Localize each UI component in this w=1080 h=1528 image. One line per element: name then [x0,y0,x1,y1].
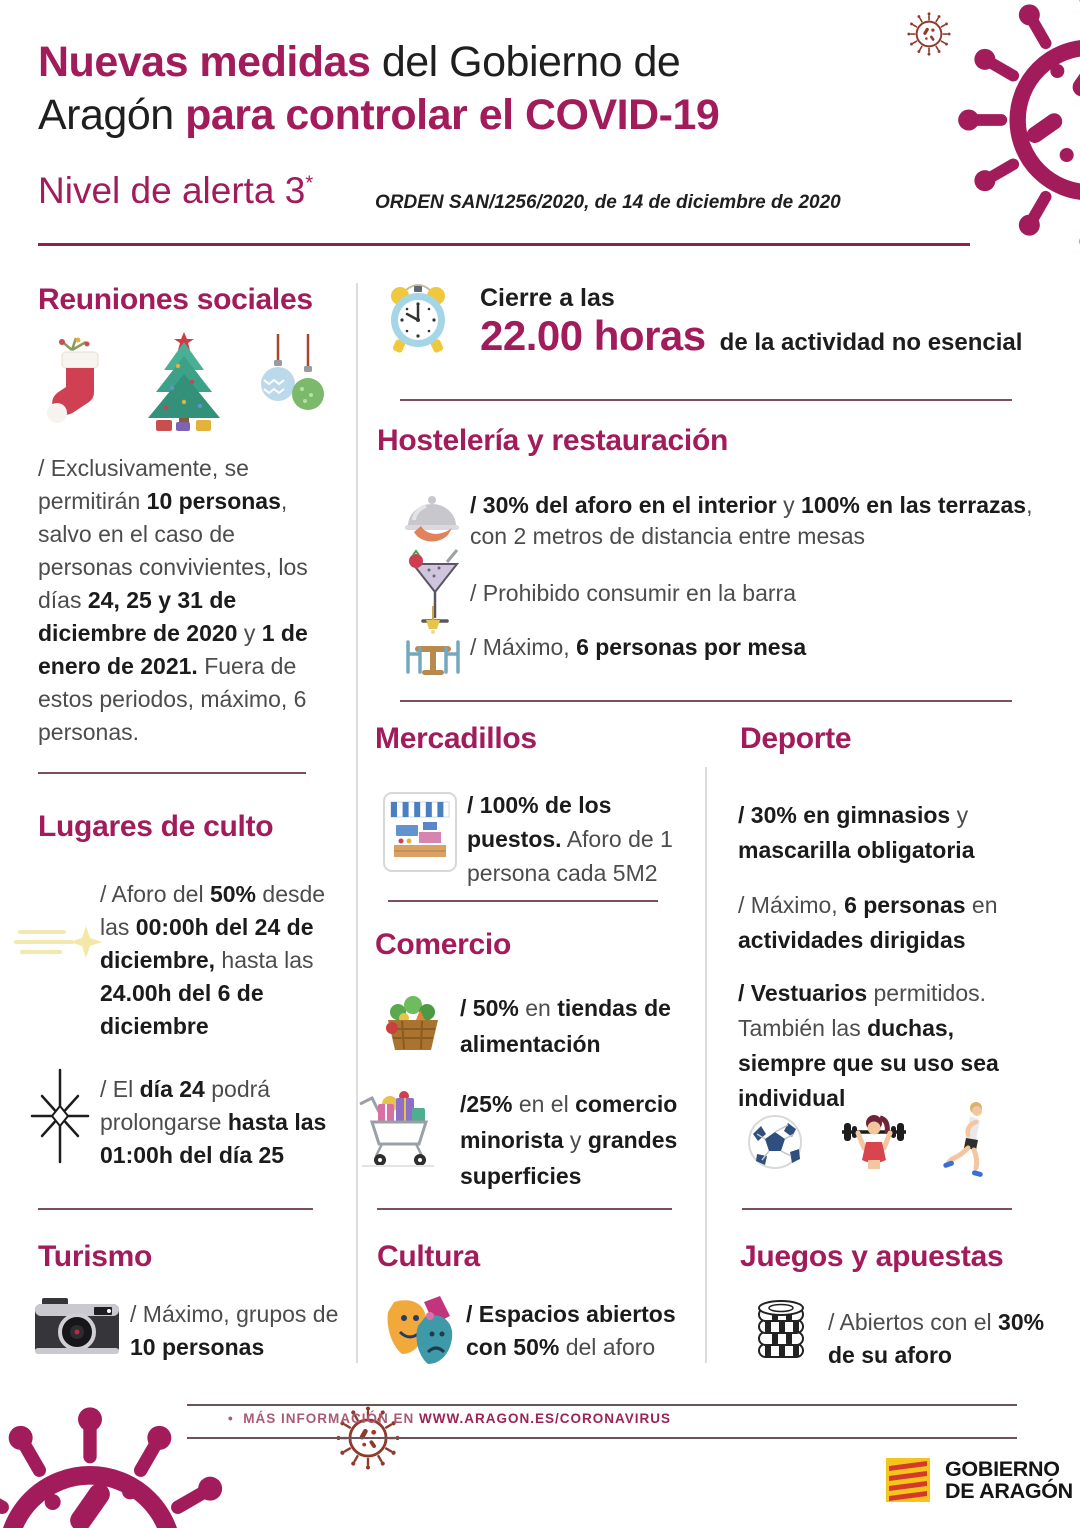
hosteleria-item-3: / Máximo, 6 personas por mesa [470,634,807,660]
alarm-clock-icon [378,278,458,360]
section-title-mercadillos: Mercadillos [375,722,537,755]
logo-line-1: GOBIERNO [945,1457,1060,1481]
alert-level: Nivel de alerta 3* [38,170,314,211]
alert-asterisk: * [305,172,314,195]
virus-large-icon [950,0,1080,260]
title-line-1: Nuevas medidas del Gobierno de [38,38,681,86]
section-title-comercio: Comercio [375,928,511,961]
gobierno-aragon-logo [886,1456,1073,1504]
christmas-tree-icon [138,330,230,434]
theater-masks-icon [380,1290,458,1368]
reuniones-body: / Exclusivamente, se permitirán 10 personas, salvo en el caso de personas convivientes, los días 24, 25 y 31 de diciembre de 2020 y 1 de enero de 2021. Fuera de estos periodos, máximo, 6 personas. [38,455,308,745]
hosteleria-item-2: / Prohibido consumir en la barra [470,580,796,606]
soccer-ball-icon [745,1112,805,1172]
closure-rest: de la actividad no esencial [719,329,1023,356]
market-stall-icon [383,792,457,872]
logo-line-2: DE ARAGÓN [945,1479,1073,1503]
cultura-text: / Espacios abiertos con 50% del aforo [466,1301,676,1360]
culto-item-2: / El día 24 podrá prolongarse hasta las 01:00h del día 25 [100,1076,327,1168]
rule-above-juegos [742,1208,1012,1210]
closure-intro: Cierre a las [480,284,615,312]
turismo-text: / Máximo, grupos de 10 personas [130,1301,339,1360]
title-line-2: Aragón para controlar el COVID-19 [38,91,720,139]
comercio-item-1: / 50% en tiendas de alimentación [460,995,671,1057]
info-bar-text [228,1411,671,1426]
deporte-item-2: / Máximo, 6 personas en actividades dirigidas [738,892,998,953]
virus-small-icon [903,8,955,60]
closure-time: 22.00 horas [480,312,706,359]
logo-text [945,1458,1073,1502]
table-chairs-icon [398,606,468,680]
cloche-icon [400,488,464,548]
info-prefix: MÁS INFORMACIÓN EN [243,1411,419,1426]
deporte-item-1: / 30% en gimnasios y mascarilla obligatoria [738,802,975,863]
mercadillos-text: / 100% de los puestos. Aforo de 1 persona cada 5M2 [467,792,673,886]
section-title-hosteleria: Hostelería y restauración [377,424,728,457]
page-title [38,36,898,142]
section-title-juegos: Juegos y apuestas [740,1240,1004,1273]
weightlifter-icon [836,1106,912,1178]
culto-item-1: / Aforo del 50% desde las 00:00h del 24 de diciembre, hasta las 24.00h del 6 de diciembre [100,881,326,1039]
info-bar-bottom-rule [187,1437,1017,1439]
food-basket-icon [380,988,446,1054]
christmas-stocking-icon [42,334,118,430]
order-reference: ORDEN SAN/1256/2020, de 14 de diciembre de 2020 [375,192,841,213]
section-title-deporte: Deporte [740,722,852,755]
aragon-flag-icon [886,1456,936,1504]
poker-chips-icon [752,1298,810,1362]
info-url: WWW.ARAGON.ES/CORONAVIRUS [419,1411,671,1426]
runner-icon [942,1098,1000,1182]
bethlehem-star-icon [28,1068,92,1164]
closure-row [480,312,1022,360]
juegos-text: / Abiertos con el 30% de su aforo [828,1309,1045,1368]
rule-below-hosteleria [400,700,1012,702]
ornaments-icon [248,332,332,424]
info-bullet: • [228,1411,234,1426]
shooting-star-icon [14,918,106,964]
section-title-reuniones: Reuniones sociales [38,283,313,316]
rule-above-culto [38,772,306,774]
virus-large-bottom-icon [0,1398,250,1528]
rule-above-comercio [388,900,658,902]
camera-icon [34,1294,120,1358]
shopping-cart-icon [356,1082,438,1168]
section-title-turismo: Turismo [38,1240,153,1273]
section-title-culto: Lugares de culto [38,810,274,843]
info-bar-top-rule [187,1404,1017,1406]
section-title-cultura: Cultura [377,1240,480,1273]
comercio-item-2: /25% en el comercio minorista y grandes superficies [460,1091,678,1189]
rule-above-cultura [377,1208,672,1210]
header-rule [38,243,970,246]
deporte-item-3: / Vestuarios permitidos. También las duchas, siempre que su uso sea individual [738,980,999,1111]
rule-below-closure [400,399,1012,401]
hosteleria-item-1: / 30% del aforo en el interior y 100% en las terrazas, con 2 metros de distancia entre mesas [470,492,1033,549]
rule-above-turismo [38,1208,313,1210]
left-column-divider [356,283,358,1363]
